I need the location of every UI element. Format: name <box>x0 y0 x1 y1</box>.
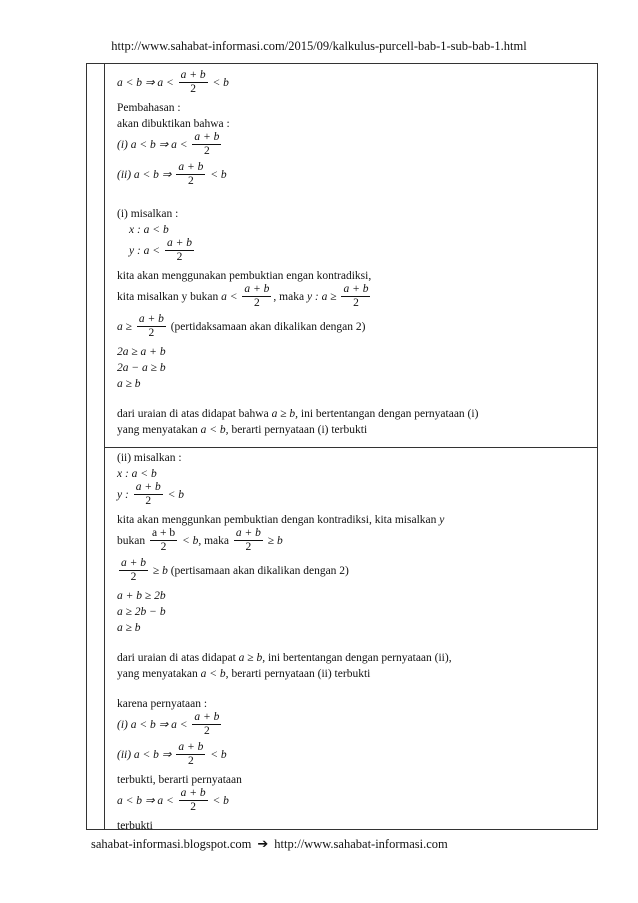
fraction: $\frac{a + b}{2}$ <box>178 741 204 767</box>
conclusion-line: dari uraian di atas didapat bahwa a ≥ b, ini bertentangan dengan pernyataan (i) <box>117 408 479 420</box>
fraction: $\frac{a + b}{2}$ <box>135 481 161 507</box>
fraction: $\frac{a + b}{2}$ <box>180 787 206 813</box>
fraction: $\frac{a + b}{2}$ <box>194 711 220 737</box>
step-line: 2a ≥ a + b <box>117 346 166 358</box>
inequality-line: $\frac{a + b}{2}$ ≥ b (pertisamaan akan dikalikan dengan 2) <box>121 557 349 583</box>
misalkan-i-line: (i) misalkan : <box>117 208 179 220</box>
step-line: a ≥ 2b − b <box>117 606 166 618</box>
statement-lhs: a < b ⇒ a < <box>117 77 174 90</box>
fraction: $\frac{a + b}{2}$ <box>138 313 164 339</box>
suppose-line: kita misalkan y bukan a < $\frac{a + b}{2}$ , maka y : a ≥ $\frac{a + b}{2}$ <box>117 283 369 309</box>
footer-site-link[interactable]: http://www.sahabat-informasi.com <box>274 837 448 851</box>
pembahasan-heading: Pembahasan : <box>117 102 181 114</box>
y-def-line: y : $\frac{a + b}{2}$ < b <box>117 481 184 507</box>
fraction: $\frac{a + b}{2}$ <box>194 131 220 157</box>
contradiction-line: kita akan menggunkan pembuktian dengan kontradiksi, kita misalkan y <box>117 514 445 526</box>
statement-line <box>117 70 587 100</box>
conclusion-line: yang menyatakan a < b, berarti pernyataan (i) terbukti <box>117 424 368 436</box>
inequality-line: a ≥ $\frac{a + b}{2}$ (pertidaksamaan akan dikalikan dengan 2) <box>117 313 366 339</box>
fraction: $\frac{a + b}{2}$ <box>166 237 192 263</box>
fraction: $\frac{a + b}{2}$ <box>151 527 176 553</box>
terbukti-line: terbukti, berarti pernyataan <box>117 774 242 786</box>
proof-cell-part-ii <box>117 450 587 834</box>
fraction: $\frac{a + b}{2}$ <box>121 557 147 583</box>
misalkan-ii-line: (ii) misalkan : <box>117 452 182 464</box>
claim-ii-line: (ii) a < b ⇒ $\frac{a + b}{2}$ < b <box>117 161 227 187</box>
claim-ii-line: (ii) a < b ⇒ $\frac{a + b}{2}$ < b <box>117 741 227 767</box>
proof-cell-part-i <box>117 70 587 438</box>
fraction: $\frac{a + b}{2}$ <box>180 69 206 95</box>
statement-rhs: < b <box>212 77 229 90</box>
karena-line: karena pernyataan : <box>117 698 208 710</box>
conclusion-line: yang menyatakan a < b, berarti pernyataan (ii) terbukti <box>117 668 371 680</box>
page-footer <box>91 837 448 852</box>
y-def-line: y : a < $\frac{a + b}{2}$ <box>129 237 192 263</box>
claim-i-line: (i) a < b ⇒ a < $\frac{a + b}{2}$ <box>117 711 220 737</box>
statement-line: a < b ⇒ a < $\frac{a + b}{2}$ < b <box>117 787 229 813</box>
final-terbukti-line: terbukti <box>117 820 153 832</box>
suppose-line: bukan $\frac{a + b}{2}$ < b, maka $\frac{a + b}{2}$ ≥ b <box>117 527 283 553</box>
table-row-divider <box>104 447 598 448</box>
arrow-right-icon: ➔ <box>257 837 269 852</box>
footer-blog-link[interactable]: sahabat-informasi.blogspot.com <box>91 837 252 851</box>
step-line: 2a − a ≥ b <box>117 362 166 374</box>
conclusion-line: dari uraian di atas didapat a ≥ b, ini bertentangan dengan pernyataan (ii), <box>117 652 452 664</box>
step-line: a + b ≥ 2b <box>117 590 166 602</box>
page-header-url: http://www.sahabat-informasi.com/2015/09/kalkulus-purcell-bab-1-sub-bab-1.html <box>111 39 527 53</box>
fraction: $\frac{a + b}{2}$ <box>235 527 261 553</box>
fraction: $\frac{a + b}{2}$ <box>244 283 270 309</box>
x-def-line: x : a < b <box>117 468 157 480</box>
step-line: a ≥ b <box>117 378 141 390</box>
contradiction-line: kita akan menggunakan pembuktian engan kontradiksi, <box>117 270 372 282</box>
x-def-line: x : a < b <box>129 224 169 236</box>
fraction: $\frac{a + b}{2}$ <box>178 161 204 187</box>
step-line: a ≥ b <box>117 622 141 634</box>
intro-line: akan dibuktikan bahwa : <box>117 118 230 130</box>
fraction: $\frac{a + b}{2}$ <box>343 283 369 309</box>
claim-i-line: (i) a < b ⇒ a < $\frac{a + b}{2}$ <box>117 131 220 157</box>
